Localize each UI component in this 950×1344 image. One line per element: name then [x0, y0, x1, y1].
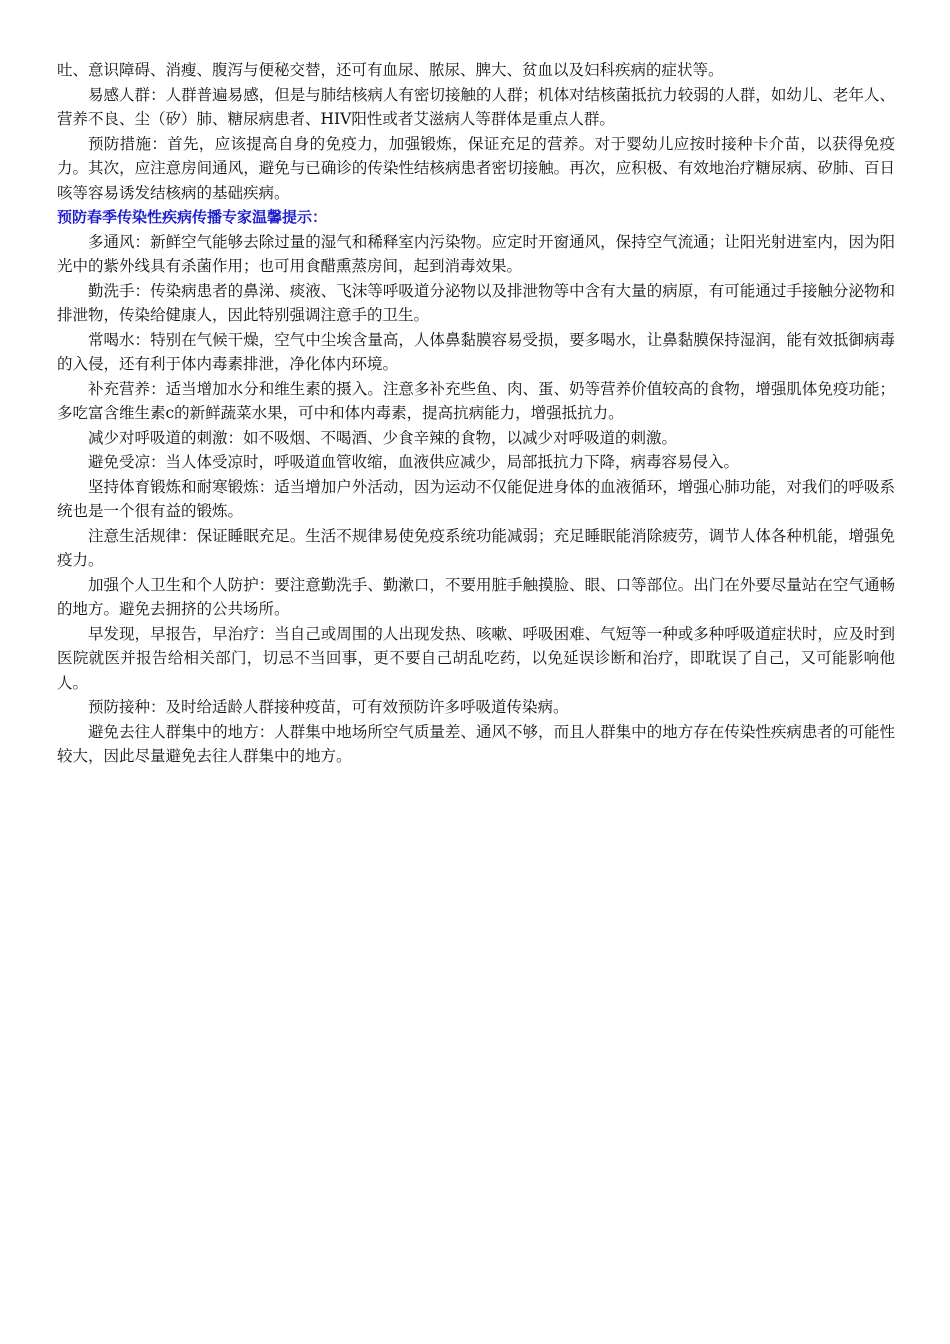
- intro-paragraph-susceptible-groups: 易感人群：人群普遍易感，但是与肺结核病人有密切接触的人群；机体对结核菌抵抗力较弱的人群，如幼儿、老年人、营养不良、尘（矽）肺、糖尿病患者、HIV阳性或者艾滋病人等群体是重点人群。: [57, 85, 895, 128]
- tip-regular-routine: 注意生活规律：保证睡眠充足。生活不规律易使免疫系统功能减弱；充足睡眠能消除疲劳，调节人体各种机能，增强免疫力。: [57, 526, 895, 569]
- intro-paragraph-prevention-measures: 预防措施：首先，应该提高自身的免疫力，加强锻炼，保证充足的营养。对于婴幼儿应按时接种卡介苗，以获得免疫力。其次，应注意房间通风，避免与已确诊的传染性结核病患者密切接触。再次，应积极、有效地治疗糖尿病、矽肺、百日咳等容易诱发结核病的基础疾病。: [57, 134, 895, 202]
- tip-avoid-cold: 避免受凉：当人体受凉时，呼吸道血管收缩，血液供应减少，局部抵抗力下降，病毒容易侵入。: [88, 453, 740, 471]
- tip-early-detection: 早发现，早报告，早治疗：当自己或周围的人出现发热、咳嗽、呼吸困难、气短等一种或多种呼吸道症状时，应及时到医院就医并报告给相关部门，切忌不当回事，更不要自己胡乱吃药，以免延误诊断和治疗，即耽误了自己，又可能影响他人。: [57, 624, 895, 692]
- tip-avoid-crowds: 避免去往人群集中的地方：人群集中地场所空气质量差、通风不够，而且人群集中的地方存在传染性疾病患者的可能性较大，因此尽量避免去往人群集中的地方。: [57, 722, 895, 765]
- tip-nutrition: 补充营养：适当增加水分和维生素的摄入。注意多补充些鱼、肉、蛋、奶等营养价值较高的食物，增强肌体免疫功能；多吃富含维生素c的新鲜蔬菜水果，可中和体内毒素，提高抗病能力，增强抵抗力。: [57, 379, 895, 422]
- tip-ventilation: 多通风：新鲜空气能够去除过量的湿气和稀释室内污染物。应定时开窗通风，保持空气流通；让阳光射进室内，因为阳光中的紫外线具有杀菌作用；也可用食醋熏蒸房间，起到消毒效果。: [57, 232, 895, 275]
- section-heading-expert-tips: 预防春季传染性疾病传播专家温馨提示：: [57, 208, 328, 226]
- tip-vaccination: 预防接种：及时给适龄人群接种疫苗，可有效预防许多呼吸道传染病。: [88, 698, 569, 716]
- tip-drink-water: 常喝水：特别在气候干燥，空气中尘埃含量高，人体鼻黏膜容易受损，要多喝水，让鼻黏膜保持湿润，能有效抵御病毒的入侵，还有利于体内毒素排泄，净化体内环境。: [57, 330, 895, 373]
- tip-personal-hygiene: 加强个人卫生和个人防护：要注意勤洗手、勤漱口，不要用脏手触摸脸、眼、口等部位。出门在外要尽量站在空气通畅的地方。避免去拥挤的公共场所。: [57, 575, 895, 618]
- tip-hand-washing: 勤洗手：传染病患者的鼻涕、痰液、飞沫等呼吸道分泌物以及排泄物等中含有大量的病原，有可能通过手接触分泌物和排泄物，传染给健康人，因此特别强调注意手的卫生。: [57, 281, 895, 324]
- tip-exercise: 坚持体育锻炼和耐寒锻炼：适当增加户外活动，因为运动不仅能促进身体的血液循环，增强心肺功能，对我们的呼吸系统也是一个很有益的锻炼。: [57, 477, 895, 520]
- intro-paragraph-continuation: 吐、意识障碍、消瘦、腹泻与便秘交替，还可有血尿、脓尿、脾大、贫血以及妇科疾病的症状等。: [57, 61, 724, 79]
- document-page: [57, 58, 895, 769]
- tip-reduce-irritation: 减少对呼吸道的刺激：如不吸烟、不喝酒、少食辛辣的食物，以减少对呼吸道的刺激。: [88, 428, 678, 447]
